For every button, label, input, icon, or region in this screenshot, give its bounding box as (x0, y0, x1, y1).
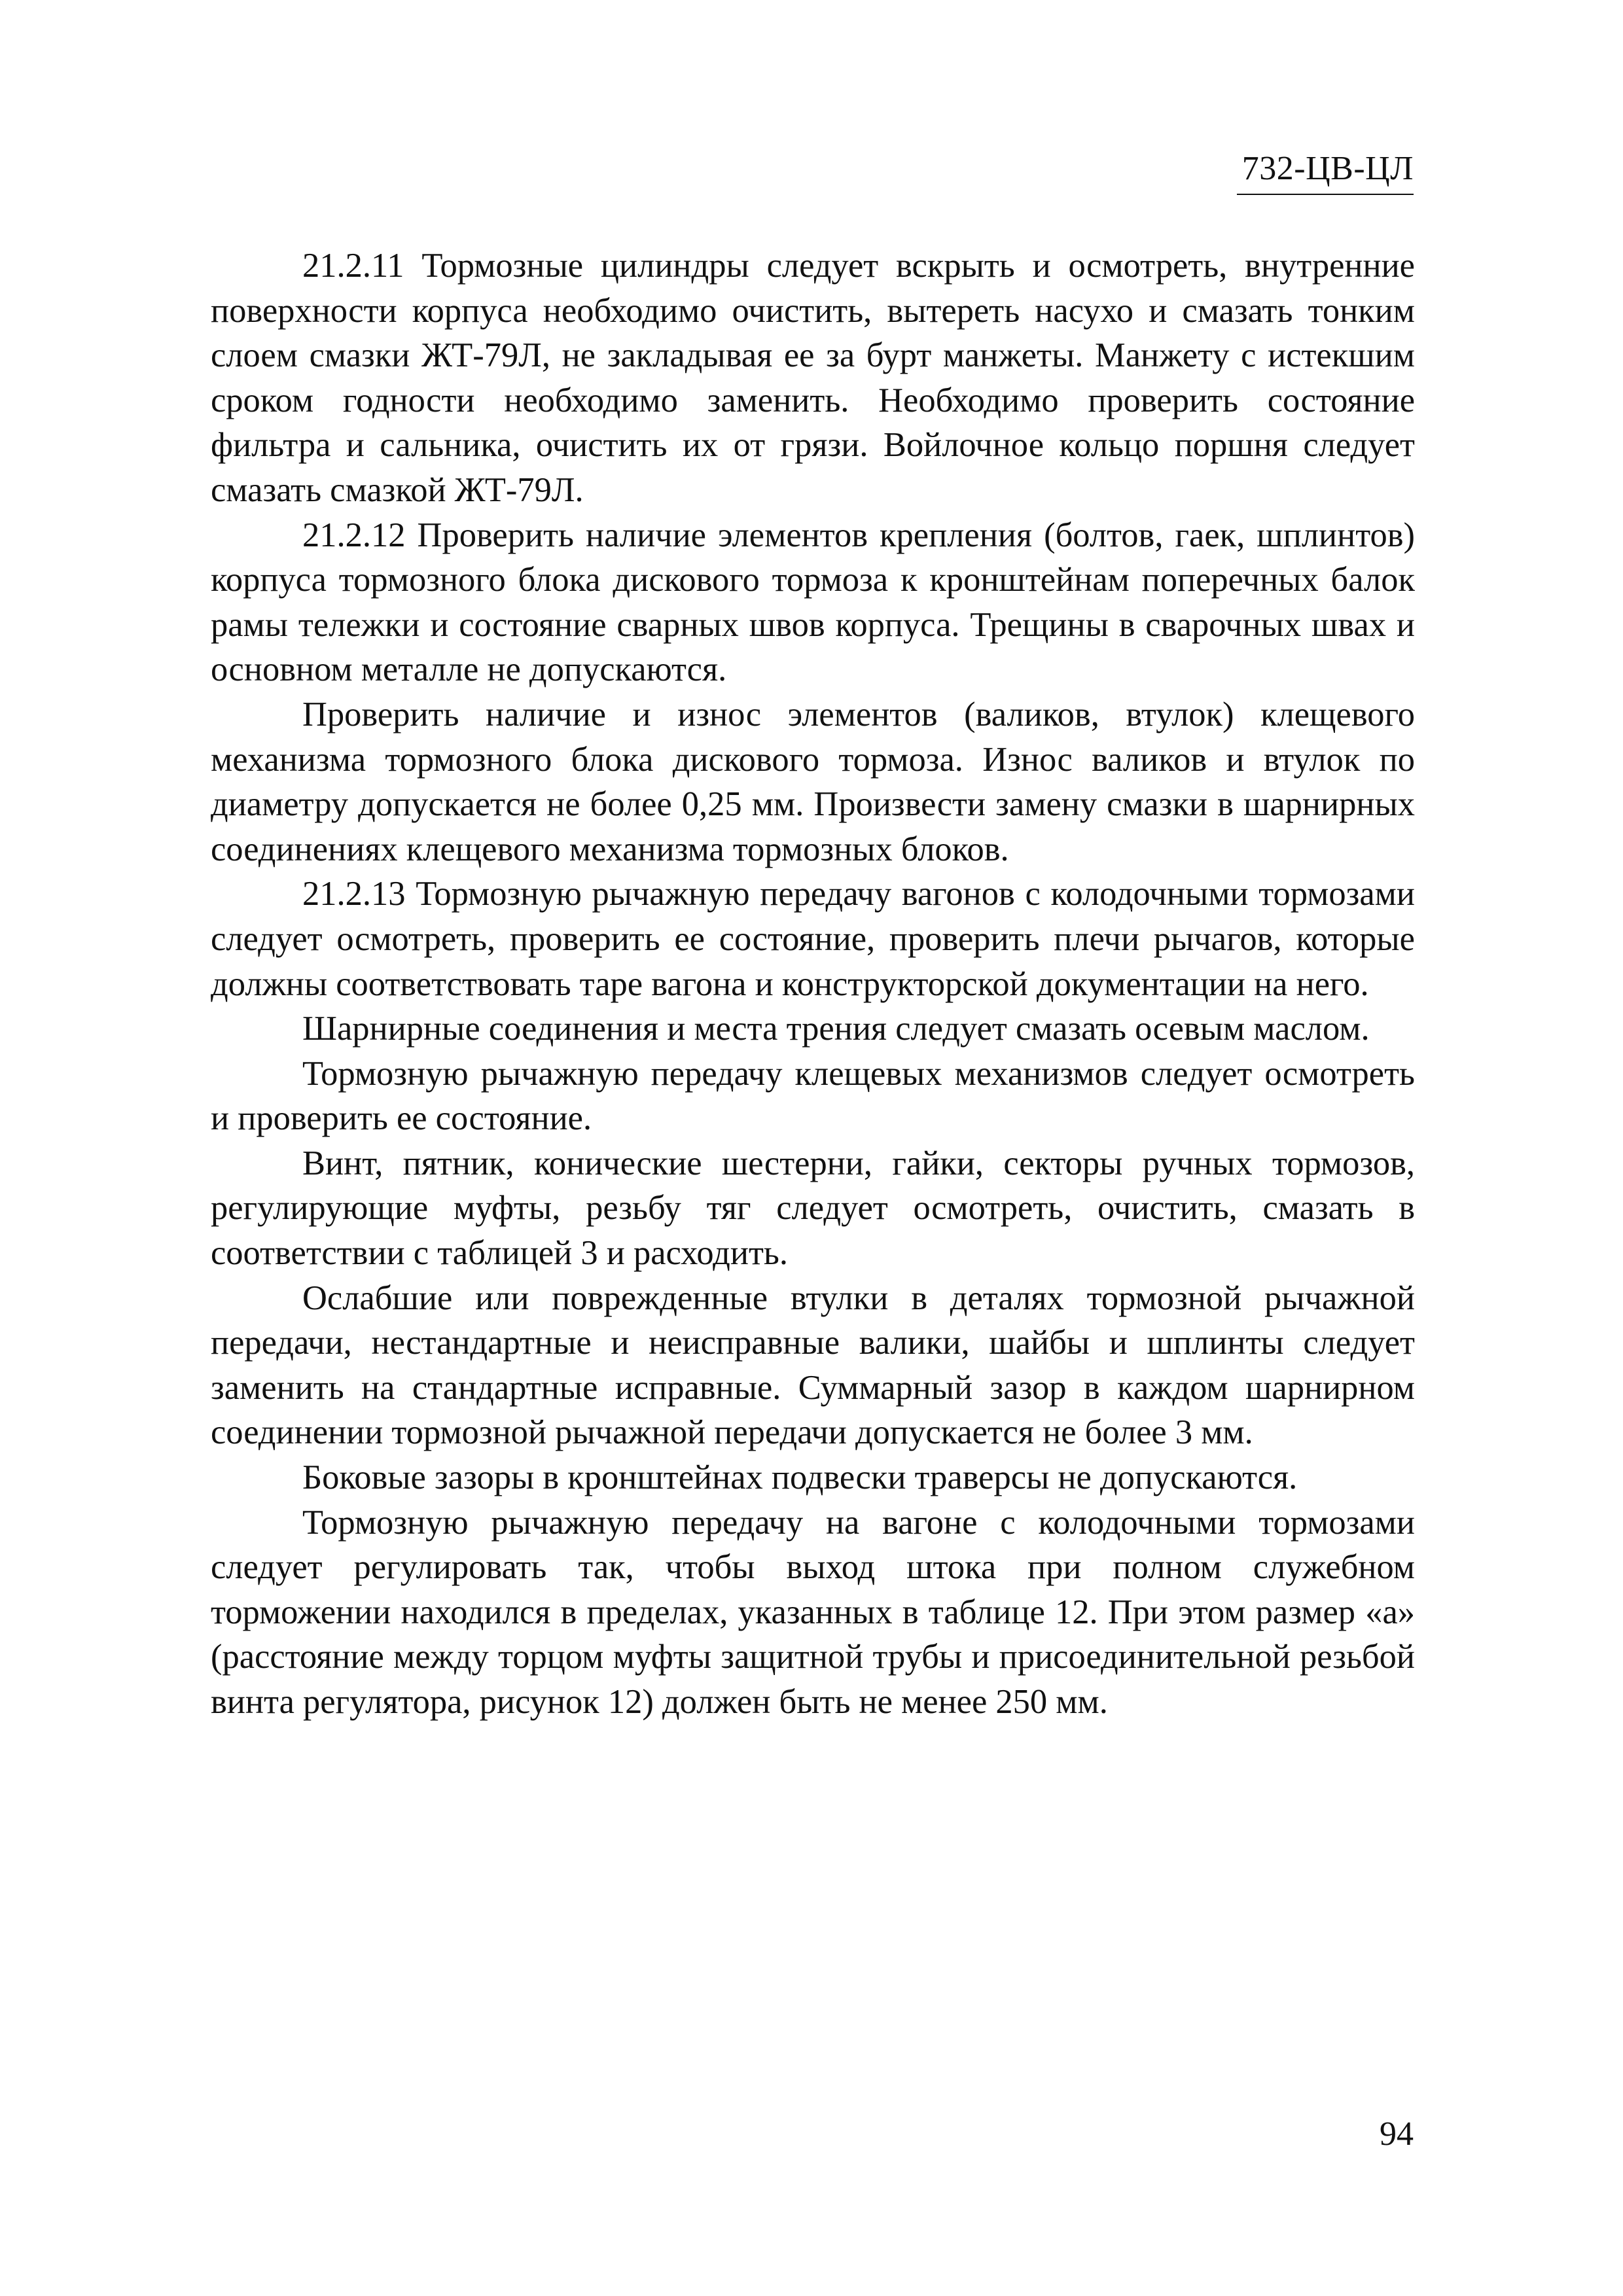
paragraph-clamp-linkage: Тормозную рычажную передачу клещевых механизмов следует осмотреть и проверить ее состояние. (211, 1054, 1415, 1138)
document-body (211, 243, 1415, 1725)
paragraph-21-2-12: 21.2.12 Проверить наличие элементов крепления (болтов, гаек, шплинтов) корпуса тормозного блока дискового тормоза к кронштейнам поперечных балок рамы тележки и состояние сварных швов корпуса. Трещины в сварочных швах и основном металле не допускаются. (211, 516, 1415, 689)
document-code-underline (1237, 194, 1414, 195)
paragraph-hand-brakes: Винт, пятник, конические шестерни, гайки, секторы ручных тормозов, регулирующие муфты, резьбу тяг следует осмотреть, очистить, смазать в соответствии с таблицей 3 и расходить. (211, 1144, 1415, 1273)
document-code: 732-ЦВ-ЦЛ (1241, 150, 1414, 187)
paragraph-side-gaps: Боковые зазоры в кронштейнах подвески траверсы не допускаются. (302, 1458, 1298, 1497)
paragraph-clamp-mechanism: Проверить наличие и износ элементов (валиков, втулок) клещевого механизма тормозного блока дискового тормоза. Износ валиков и втулок по диаметру допускается не более 0,25 мм. Произвести замену смазки в шарнирных соединениях клещевого механизма тормозных блоков. (211, 695, 1415, 868)
page-number: 94 (1380, 2115, 1414, 2153)
paragraph-21-2-11: 21.2.11 Тормозные цилиндры следует вскрыть и осмотреть, внутренние поверхности корпуса необходимо очистить, вытереть насухо и смазать тонким слоем смазки ЖТ-79Л, не закладывая ее за бурт манжеты. Манжету с истекшим сроком годности необходимо заменить. Необходимо проверить состояние фильтра и сальника, очистить их от грязи. Войлочное кольцо поршня следует смазать смазкой ЖТ-79Л. (211, 247, 1415, 509)
paragraph-bushings: Ослабшие или поврежденные втулки в деталях тормозной рычажной передачи, нестандартные и неисправные валики, шайбы и шплинты следует заменить на стандартные исправные. Суммарный зазор в каждом шарнирном соединении тормозной рычажной передачи допускается не более 3 мм. (211, 1279, 1415, 1452)
paragraph-hinge-lubrication: Шарнирные соединения и места трения следует смазать осевым маслом. (302, 1010, 1370, 1048)
paragraph-21-2-13: 21.2.13 Тормозную рычажную передачу вагонов с колодочными тормозами следует осмотреть, проверить ее состояние, проверить плечи рычагов, которые должны соответствовать таре вагона и конструкторской документации на него. (211, 875, 1415, 1003)
paragraph-linkage-adjustment: Тормозную рычажную передачу на вагоне с колодочными тормозами следует регулировать так, чтобы выход штока при полном служебном торможении находился в пределах, указанных в таблице 12. При этом размер «а» (расстояние между торцом муфты защитной трубы и присоединительной резьбой винта регулятора, рисунок 12) должен быть не менее 250 мм. (211, 1503, 1415, 1721)
